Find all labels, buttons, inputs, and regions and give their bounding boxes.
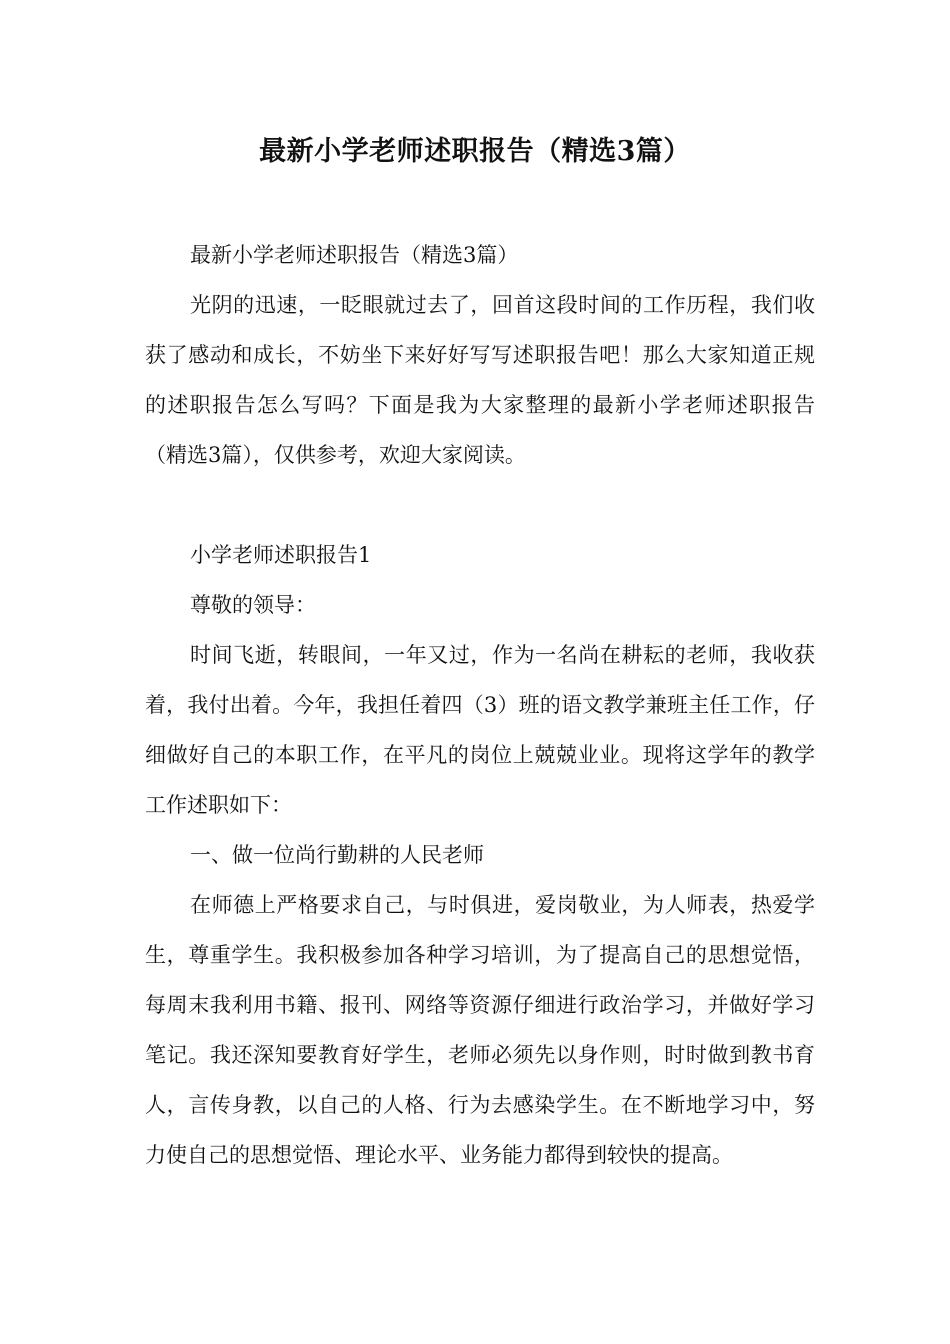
body-paragraph: 在师德上严格要求自己，与时俱进，爱岗敬业，为人师表，热爱学生，尊重学生。我积极参加各种学习培训，为了提高自己的思想觉悟，每周末我利用书籍、报刊、网络等资源仔细进行政治学习，并做好学习笔记。我还深知要教育好学生，老师必须先以身作则，时时做到教书育人，言传身教，以自己的人格、行为去感染学生。在不断地学习中，努力使自己的思想觉悟、理论水平、业务能力都得到较快的提高。 (145, 893, 815, 1167)
subsection-heading: 一、做一位尚行勤耕的人民老师 (190, 843, 484, 867)
section-heading: 小学老师述职报告1 (190, 543, 372, 567)
paragraph-spacer (145, 480, 815, 530)
document-title: 最新小学老师述职报告（精选3篇） (259, 136, 691, 167)
subtitle-paragraph: 最新小学老师述职报告（精选3篇） (190, 243, 519, 267)
document-body (145, 230, 815, 1180)
salutation: 尊敬的领导： (190, 593, 316, 617)
intro-paragraph: 光阴的迅速，一眨眼就过去了，回首这段时间的工作历程，我们收获了感动和成长，不妨坐下来好好写写述职报告吧！那么大家知道正规的述职报告怎么写吗？下面是我为大家整理的最新小学老师述职报告（精选3篇），仅供参考，欢迎大家阅读。 (145, 293, 815, 467)
body-paragraph: 时间飞逝，转眼间，一年又过，作为一名尚在耕耘的老师，我收获着，我付出着。今年，我担任着四（3）班的语文教学兼班主任工作，仔细做好自己的本职工作，在平凡的岗位上兢兢业业。现将这学年的教学工作述职如下： (145, 643, 815, 817)
